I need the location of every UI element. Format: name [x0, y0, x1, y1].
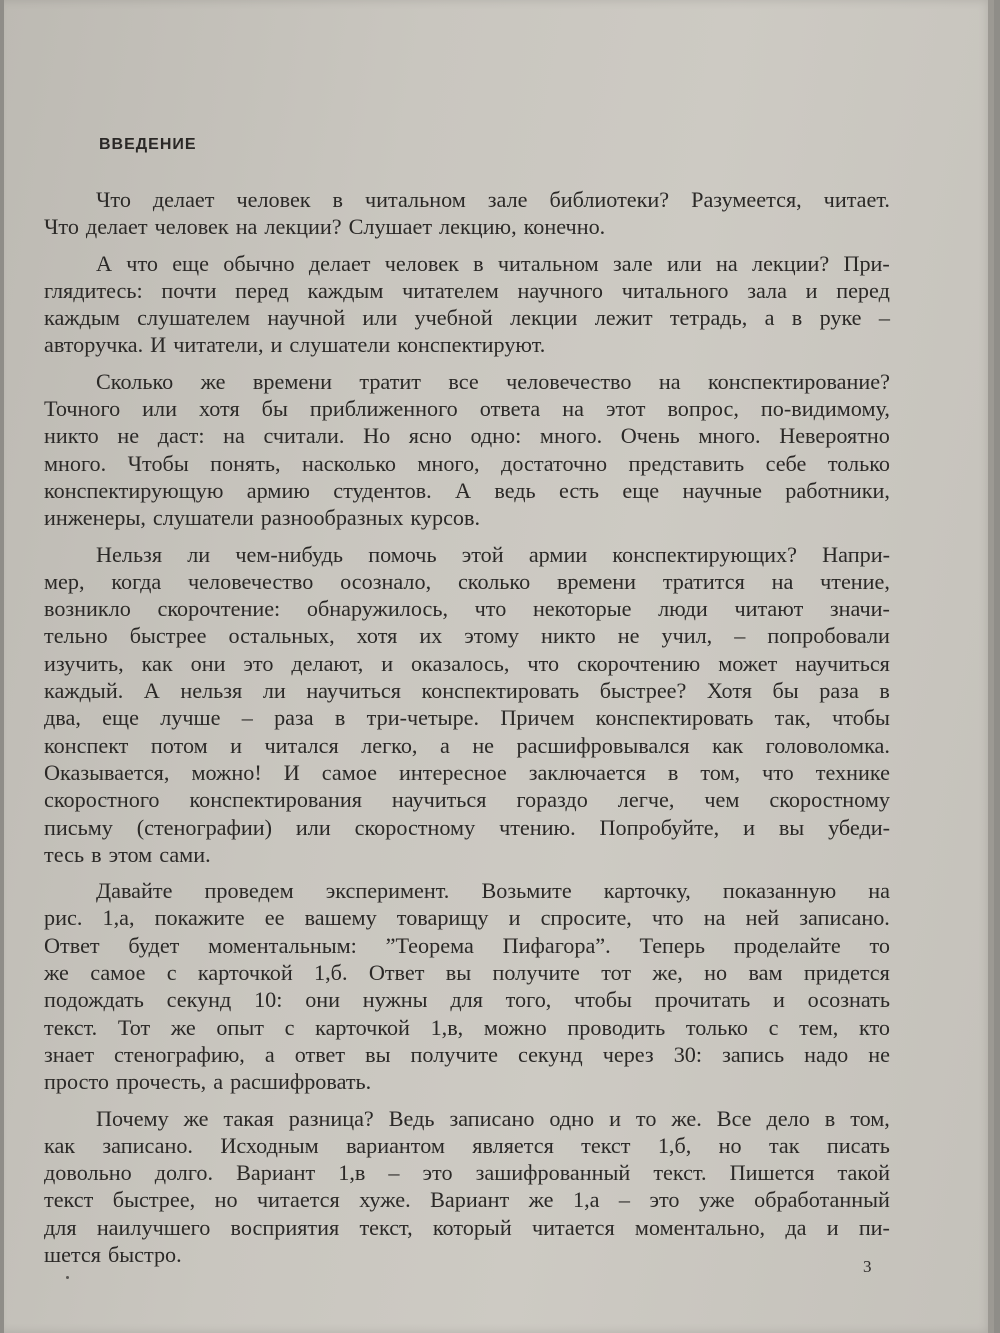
paragraph-gap [44, 241, 890, 250]
paragraph-gap [44, 359, 890, 368]
text-line: подождать секунд 10: они нужны для того, чтобы прочитать и осознать [44, 987, 890, 1013]
body-text [44, 186, 890, 1268]
text-line: довольно долго. Вариант 1,в – это зашифрованный текст. Пишется такой [44, 1160, 890, 1186]
text-line: авторучка. И читатели, и слушатели конспектируют. [44, 332, 546, 358]
text-line: изучить, как они это делают, и оказалось, что скорочтению может научиться [44, 650, 890, 676]
page-edge-shadow [988, 0, 994, 1333]
page-number: 3 [863, 1257, 872, 1276]
text-line: каждый. А нельзя ли научиться конспектировать быстрее? Хотя бы раза в [44, 678, 890, 704]
text-line: А что еще обычно делает человек в читальном зале или на лекции? При- [96, 250, 890, 276]
text-line: Что делает человек на лекции? Слушает лекцию, конечно. [44, 214, 606, 240]
text-line: тельно быстрее остальных, хотя их этому никто не учил, – попробовали [44, 623, 890, 649]
text-line: Оказывается, можно! И самое интересное заключается в том, что технике [44, 759, 890, 785]
text-line: текст. Тот же опыт с карточкой 1,в, можно проводить только с тем, кто [44, 1014, 890, 1040]
text-line: шется быстро. [44, 1241, 182, 1267]
text-line: скоростного конспектирования научиться гораздо легче, чем скоростному [44, 787, 890, 813]
text-line: как записано. Исходным вариантом является текст 1,б, но так писать [44, 1132, 890, 1158]
text-line: каждым слушателем научной или учебной лекции лежит тетрадь, а в руке – [44, 305, 890, 331]
paper-speck [66, 1276, 69, 1279]
paragraph-gap [44, 868, 890, 877]
text-line: для наилучшего восприятия текст, который читается моментально, да и пи- [44, 1214, 890, 1240]
book-page [4, 0, 994, 1333]
text-line: конспектирующую армию студентов. А ведь есть еще научные работники, [44, 477, 890, 503]
text-line: возникло скорочтение: обнаружилось, что некоторые люди читают значи- [44, 596, 890, 622]
text-line: мер, когда человечество осознало, сколько времени тратится на чтение, [44, 568, 890, 594]
text-line: же самое с карточкой 1,б. Ответ вы получите тот же, но вам придется [44, 960, 890, 986]
paragraph-gap [44, 532, 890, 541]
text-line: Нельзя ли чем-нибудь помочь этой армии конспектирующих? Напри- [96, 541, 890, 567]
text-line: просто прочесть, а расшифровать. [44, 1069, 372, 1095]
text-line: знает стенографию, а ответ вы получите секунд через 30: запись надо не [44, 1041, 890, 1067]
text-line: два, еще лучше – раза в три-четыре. Причем конспектировать так, чтобы [44, 705, 890, 731]
text-line: много. Чтобы понять, насколько много, достаточно представить себе только [44, 450, 890, 476]
text-line: Давайте проведем эксперимент. Возьмите карточку, показанную на [96, 878, 890, 904]
text-line: инженеры, слушатели разнообразных курсов. [44, 505, 481, 531]
text-line: Что делает человек в читальном зале библиотеки? Разумеется, читает. [96, 187, 890, 212]
text-line: письму (стенографии) или скоростному чтению. Попробуйте, и вы убеди- [44, 814, 890, 840]
text-line: текст быстрее, но читается хуже. Вариант же 1,а – это уже обработанный [44, 1187, 890, 1213]
text-line: тесь в этом сами. [44, 841, 211, 867]
chapter-heading: ВВЕДЕНИЕ [99, 136, 197, 153]
text-line: конспект потом и читался легко, а не расшифровывался как головоломка. [44, 732, 890, 758]
text-line: Ответ будет моментальным: ”Теорема Пифагора”. Теперь проделайте то [44, 932, 890, 958]
text-line: глядитесь: почти перед каждым читателем научного читального зала и перед [44, 277, 890, 303]
text-line: Сколько же времени тратит все человечество на конспектирование? [96, 368, 890, 394]
paragraph-gap [44, 1096, 890, 1105]
text-line: Точного или хотя бы приближенного ответа на этот вопрос, по-видимому, [44, 396, 890, 422]
text-line: Почему же такая разница? Ведь записано одно и то же. Все дело в том, [96, 1105, 890, 1131]
text-line: никто не даст: на считали. Но ясно одно: много. Очень много. Невероятно [44, 423, 890, 449]
text-line: рис. 1,а, покажите ее вашему товарищу и спросите, что на ней записано. [44, 905, 890, 931]
